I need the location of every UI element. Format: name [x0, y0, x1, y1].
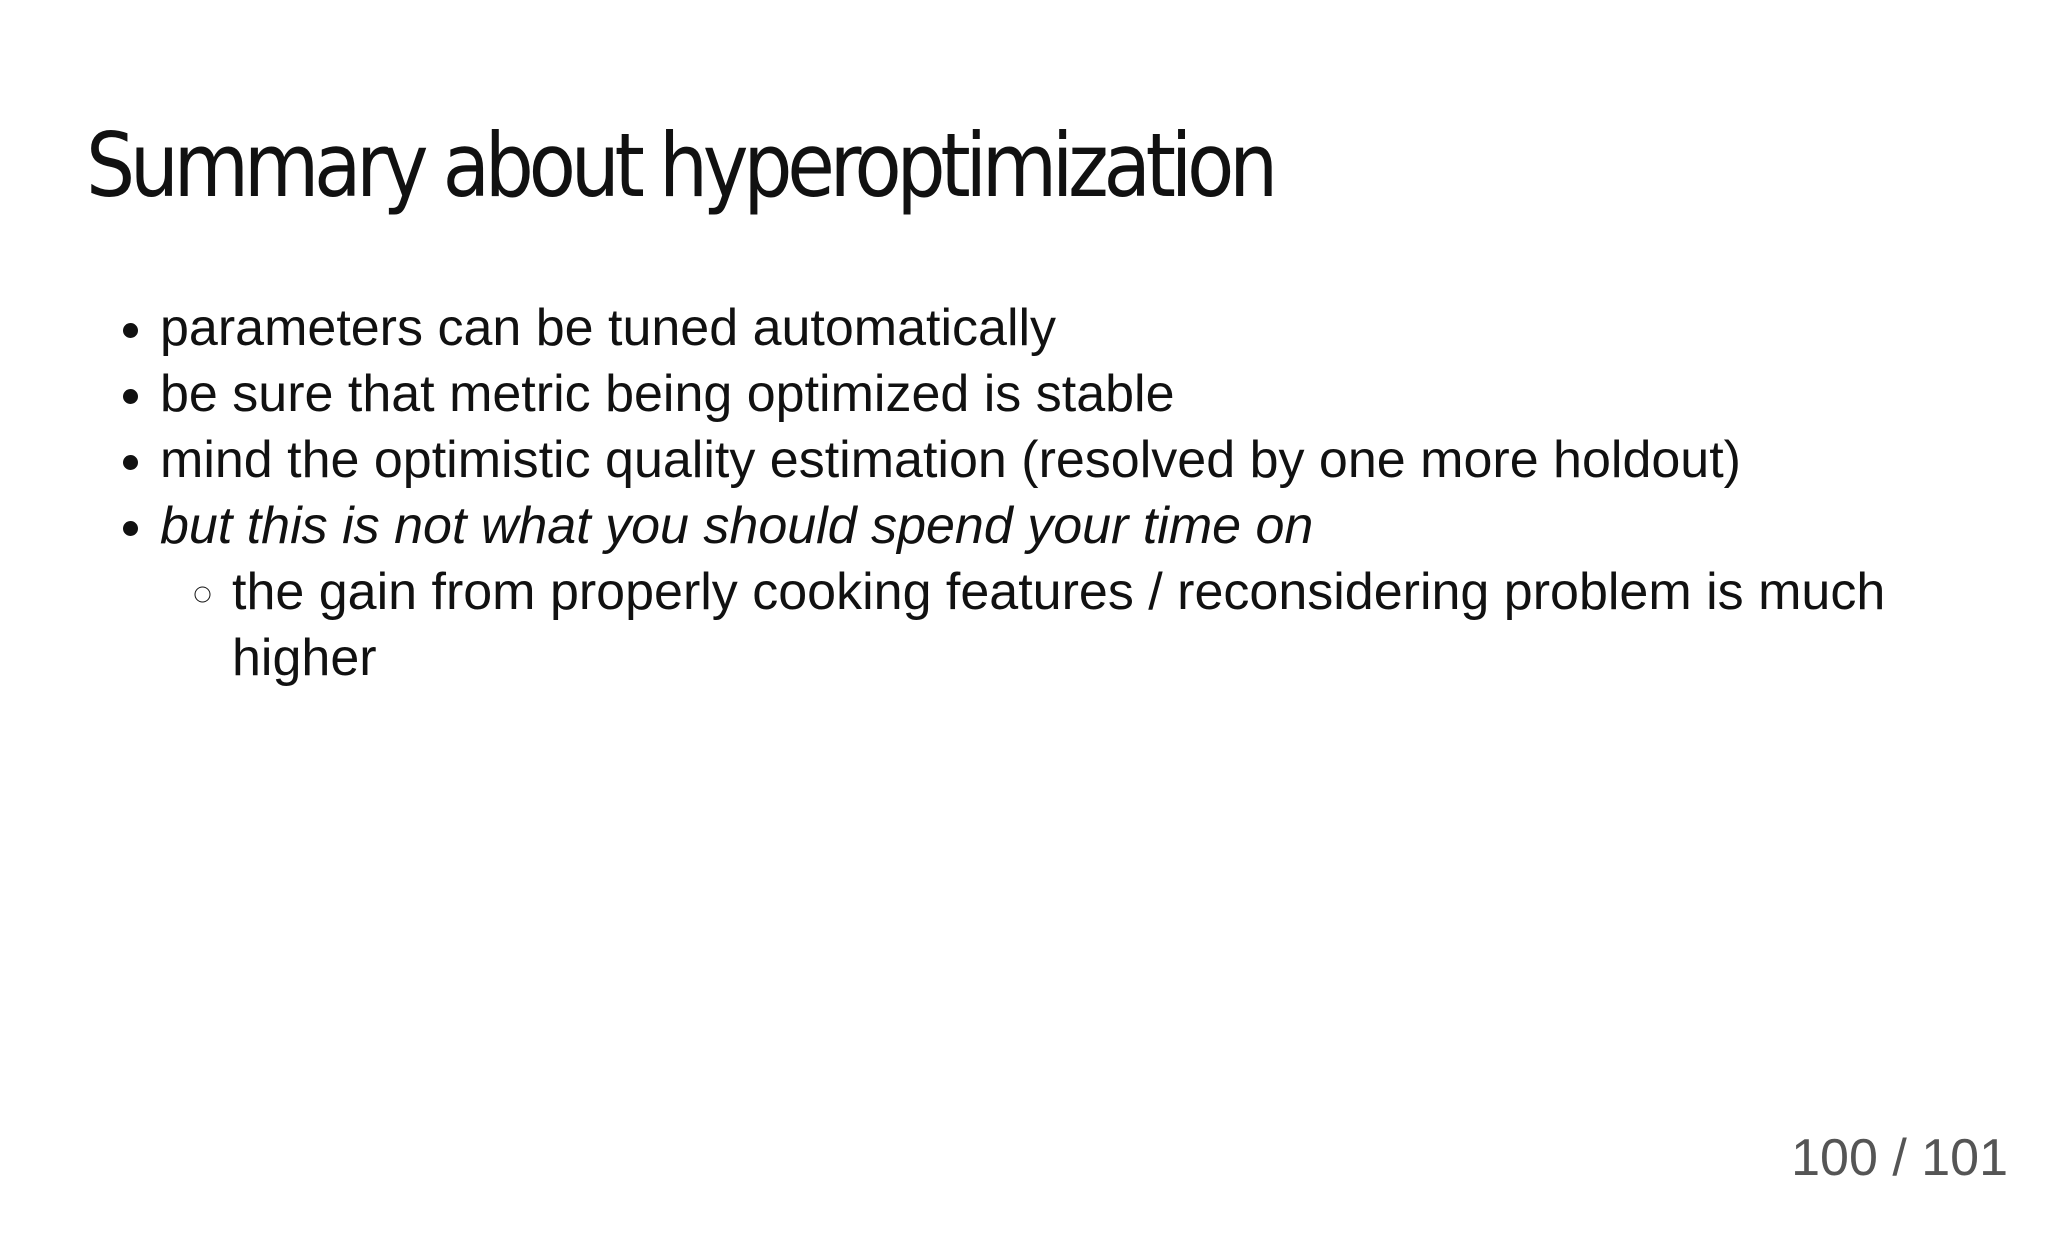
- sub-bullet-item: [232, 559, 2040, 691]
- bullet-text: mind the optimistic quality estimation (resolved by one more holdout): [160, 431, 1741, 489]
- bullet-list: [120, 295, 2040, 691]
- page-number: 100 / 101: [1791, 1129, 2008, 1187]
- bullet-text: be sure that metric being optimized is stable: [160, 365, 1175, 423]
- bullet-item: [160, 361, 2040, 427]
- bullet-item: [160, 427, 2040, 493]
- bullet-item: [160, 295, 2040, 361]
- bullet-text: parameters can be tuned automatically: [160, 299, 1057, 357]
- bullet-text-italic: but this is not what you should spend your time on: [160, 497, 1314, 555]
- bullet-item: [160, 493, 2040, 691]
- slide-title: Summary about hyperoptimization: [86, 114, 1273, 217]
- sub-bullet-list: [160, 559, 2040, 691]
- sub-bullet-text: the gain from properly cooking features / reconsidering problem is much higher: [232, 563, 1886, 687]
